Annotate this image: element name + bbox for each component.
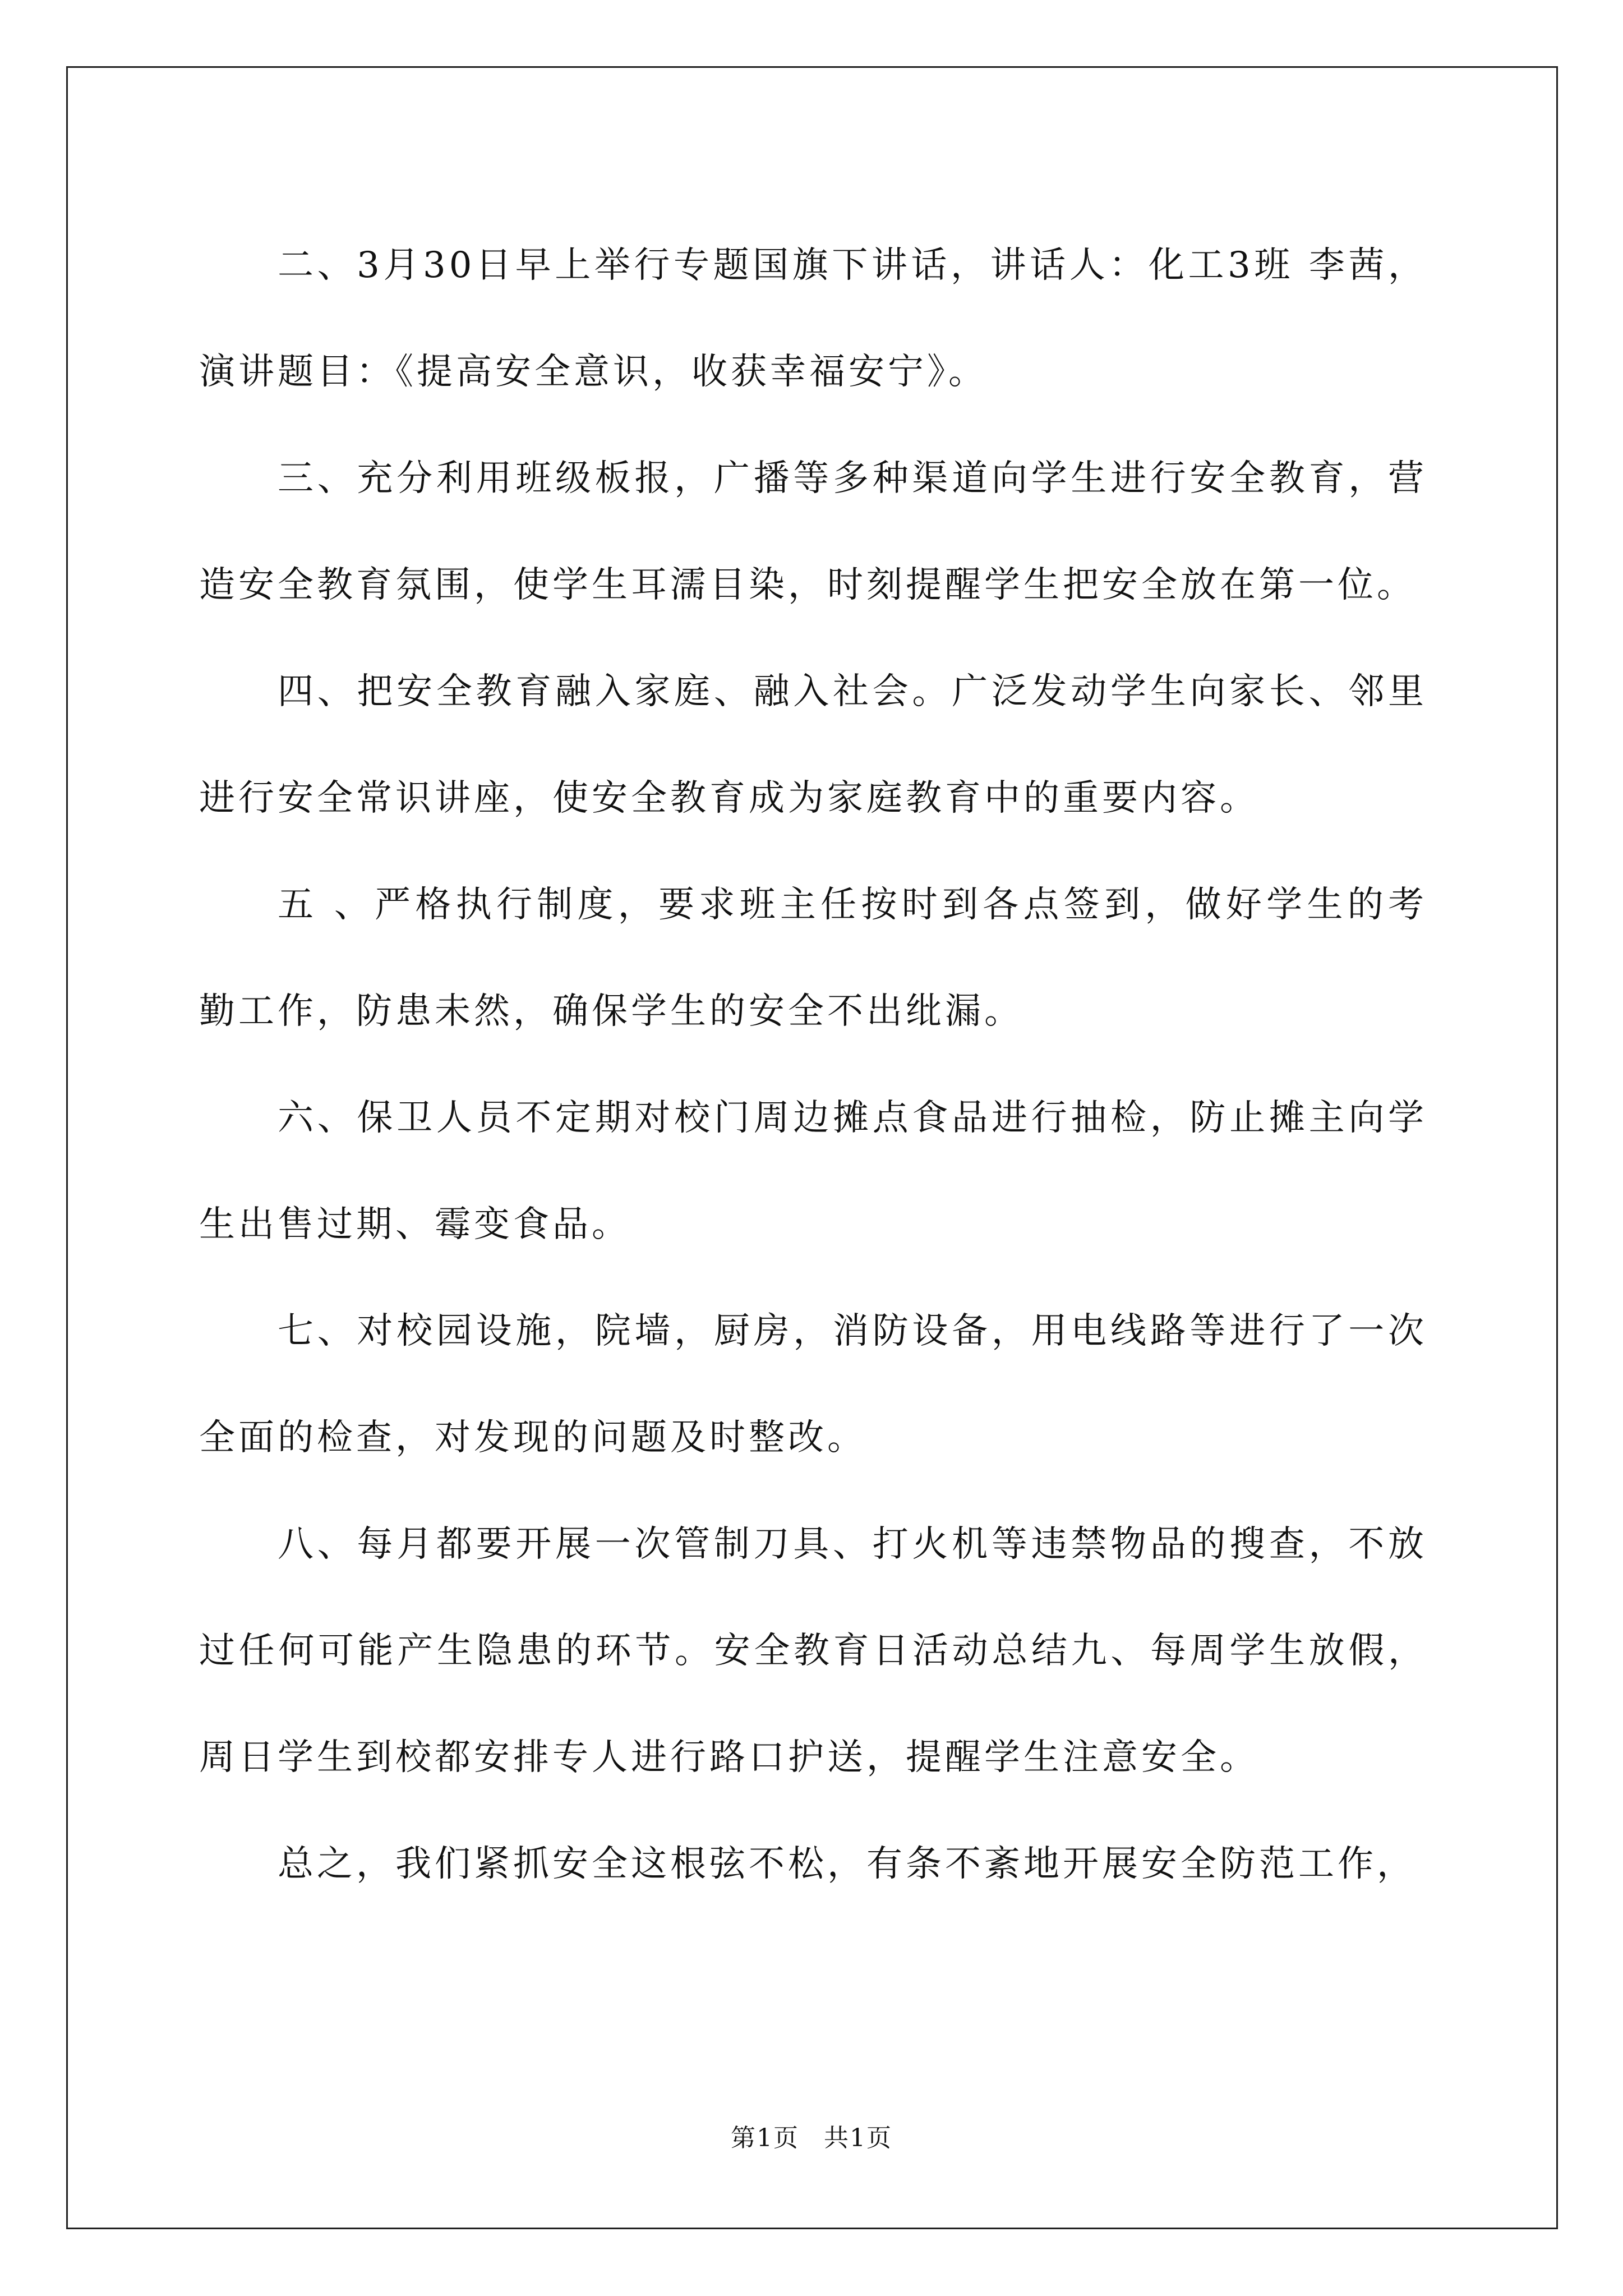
paragraph-7: 七、对校园设施，院墙，厨房，消防设备，用电线路等进行了一次全面的检查，对发现的问题及时整改。: [199, 1310, 1427, 1458]
page-number: 第1页: [731, 2124, 799, 2152]
paragraph-summary: 总之，我们紧抓安全这根弦不松，有条不紊地开展安全防范工作，: [278, 1843, 1416, 1885]
paragraph-8: 八、每月都要开展一次管制刀具、打火机等违禁物品的搜查，不放过任何可能产生隐患的环节。安全教育日活动总结九、每周学生放假，周日学生到校都安排专人进行路口护送，提醒学生注意安全。: [199, 1524, 1427, 1778]
document-body: [199, 212, 1427, 1917]
paragraph-2: 二、3月30日早上举行专题国旗下讲话，讲话人：化工3班 李茜，演讲题目：《提高安全意识，收获幸福安宁》。: [199, 245, 1427, 393]
page-footer: [0, 2118, 1623, 2154]
paragraph-5: 五 、严格执行制度，要求班主任按时到各点签到，做好学生的考勤工作，防患未然，确保学生的安全不出纰漏。: [199, 884, 1427, 1032]
page-total: 共1页: [824, 2124, 892, 2152]
paragraph-3: 三、充分利用班级板报，广播等多种渠道向学生进行安全教育，营造安全教育氛围，使学生耳濡目染，时刻提醒学生把安全放在第一位。: [199, 458, 1427, 606]
paragraph-4: 四、把安全教育融入家庭、融入社会。广泛发动学生向家长、邻里进行安全常识讲座，使安全教育成为家庭教育中的重要内容。: [199, 671, 1427, 819]
paragraph-6: 六、保卫人员不定期对校门周边摊点食品进行抽检，防止摊主向学生出售过期、霉变食品。: [199, 1097, 1427, 1245]
